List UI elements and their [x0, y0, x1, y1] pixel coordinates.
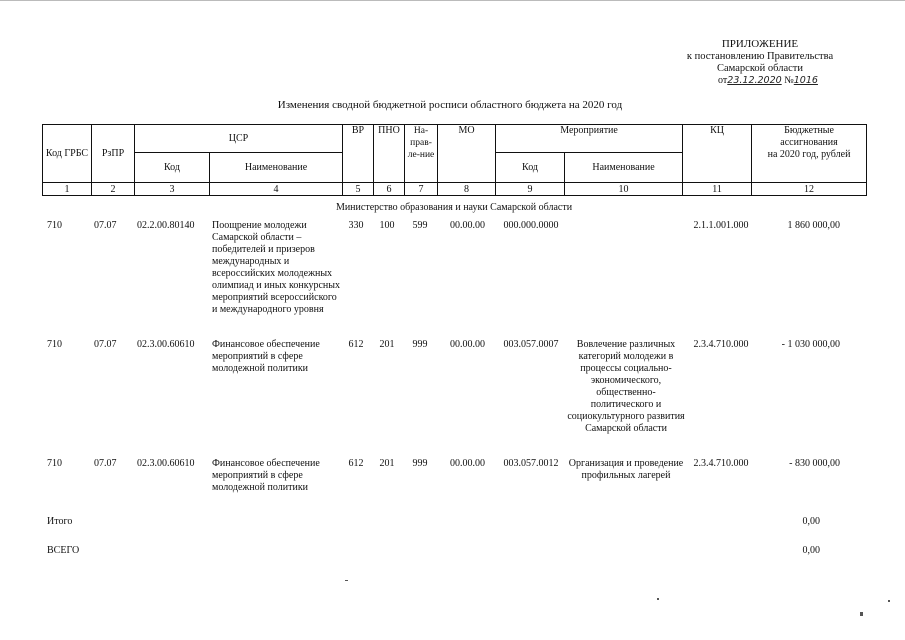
header-assign-line1: Бюджетные: [784, 125, 834, 136]
row-pno: 201: [379, 458, 395, 469]
header-csr-kod: Код: [135, 153, 210, 183]
column-number: 2: [92, 183, 135, 196]
row-rzpr: 07.07: [94, 220, 117, 231]
row-amount: - 1 030 000,00: [781, 339, 840, 350]
row-napravlenie: 999: [412, 458, 428, 469]
scan-speck: [345, 580, 348, 581]
row-csr-code: 02.3.00.60610: [137, 339, 195, 350]
header-pno: ПНО: [374, 125, 405, 183]
row-amount: - 830 000,00: [789, 458, 840, 469]
row-mo: 00.00.00: [450, 339, 485, 350]
header-kc: КЦ: [683, 125, 752, 183]
header-rzpr: РзПР: [92, 125, 135, 183]
row-mer-name: Организация и проведение профильных лагерей: [568, 458, 684, 481]
row-vr: 612: [348, 339, 364, 350]
row-name: Поощрение молодежи Самарской области – победителей и призеров международных и всероссийских молодежных олимпиад и иных конкурсных мероприятий всероссийского и международного уровня: [212, 220, 340, 315]
header-meropriyatie: Мероприятие: [496, 125, 683, 153]
column-number: 10: [565, 183, 683, 196]
itogo-value: 0,00: [802, 516, 820, 527]
ministry-section-title: Министерство образования и науки Самарской области: [335, 202, 573, 213]
row-amount: 1 860 000,00: [787, 220, 840, 231]
row-csr-code: 02.3.00.60610: [137, 458, 195, 469]
column-number: 7: [405, 183, 438, 196]
budget-table-header: [42, 124, 867, 196]
appendix-subtitle: к постановлению Правительства: [686, 51, 834, 62]
row-kc: 2.1.1.001.000: [693, 220, 749, 231]
header-csr-name: Наименование: [210, 153, 343, 183]
date-value: 23.12.2020: [727, 75, 782, 86]
row-kc: 2.3.4.710.000: [693, 339, 749, 350]
row-rzpr: 07.07: [94, 339, 117, 350]
itogo-label: Итого: [47, 516, 73, 527]
appendix-title: ПРИЛОЖЕНИЕ: [721, 38, 799, 50]
row-mo: 00.00.00: [450, 458, 485, 469]
column-number: 1: [43, 183, 92, 196]
column-number: 4: [210, 183, 343, 196]
row-grbs: 710: [47, 339, 62, 350]
column-number: 9: [496, 183, 565, 196]
row-grbs: 710: [47, 458, 62, 469]
column-number: 6: [374, 183, 405, 196]
vsego-value: 0,00: [802, 545, 820, 556]
scan-top-edge: [0, 0, 905, 1]
row-mo: 00.00.00: [450, 220, 485, 231]
row-mer-name: Вовлечение различных категорий молодежи в процессы социально-экономического, общественно-политического и социокультурного развития Самарской области: [567, 339, 685, 434]
header-mer-kod: Код: [496, 153, 565, 183]
row-name: Финансовое обеспечение мероприятий в сфере молодежной политики: [212, 339, 320, 374]
row-kc: 2.3.4.710.000: [693, 458, 749, 469]
number-prefix: №: [784, 75, 794, 86]
header-csr: ЦСР: [135, 125, 343, 153]
scan-speck: [860, 612, 863, 616]
row-mer-code: 003.057.0007: [503, 339, 559, 350]
row-rzpr: 07.07: [94, 458, 117, 469]
header-mo: МО: [438, 125, 496, 183]
header-assign-line3: на 2020 год, рублей: [767, 149, 851, 160]
row-vr: 330: [348, 220, 364, 231]
column-number: 5: [343, 183, 374, 196]
row-name: Финансовое обеспечение мероприятий в сфере молодежной политики: [212, 458, 320, 493]
row-napravlenie: 599: [412, 220, 428, 231]
scan-speck: [657, 598, 659, 600]
row-mer-code: 000.000.0000: [503, 220, 559, 231]
row-grbs: 710: [47, 220, 62, 231]
appendix-date-line: [688, 75, 848, 87]
number-value: 1016: [793, 75, 818, 86]
row-pno: 201: [379, 339, 395, 350]
row-mer-code: 003.057.0012: [503, 458, 559, 469]
column-number: 12: [752, 183, 867, 196]
row-vr: 612: [348, 458, 364, 469]
column-number: 8: [438, 183, 496, 196]
scan-speck: [888, 600, 890, 602]
header-assignments: [752, 125, 867, 183]
column-number: 11: [683, 183, 752, 196]
row-napravlenie: 999: [412, 339, 428, 350]
vsego-label: ВСЕГО: [47, 545, 80, 556]
header-vr: ВР: [343, 125, 374, 183]
appendix-region: Самарской области: [717, 63, 803, 74]
header-mer-name: Наименование: [565, 153, 683, 183]
header-assign-line2: ассигнования: [780, 137, 838, 148]
row-pno: 100: [379, 220, 395, 231]
document-title: Изменения сводной бюджетной росписи областного бюджета на 2020 год: [277, 99, 623, 111]
header-kod-grbs: Код ГРБС: [43, 125, 92, 183]
date-prefix: от: [718, 75, 728, 86]
row-csr-code: 02.2.00.80140: [137, 220, 195, 231]
header-napravlenie: На-прав-ле-ние: [405, 125, 438, 183]
column-number: 3: [135, 183, 210, 196]
